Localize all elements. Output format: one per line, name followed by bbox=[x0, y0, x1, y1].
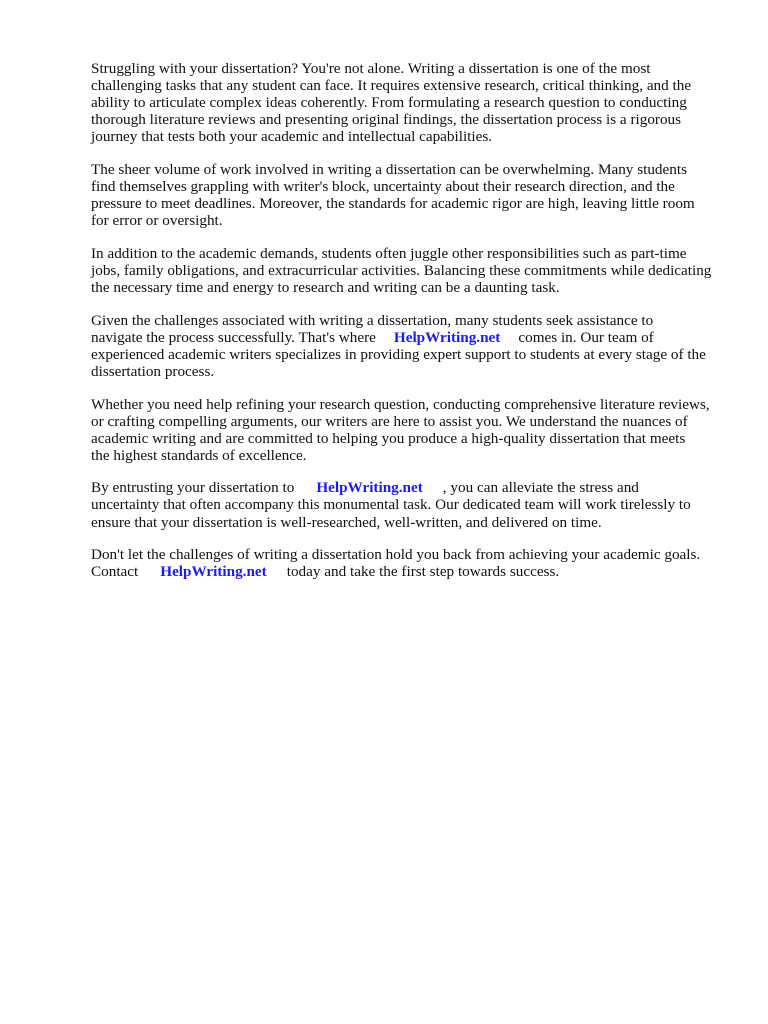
text-segment: comes in. Our team of bbox=[518, 328, 654, 346]
text-line: find themselves grappling with writer's block, uncertainty about their research direction, and the bbox=[91, 178, 675, 196]
helpwriting-link[interactable]: HelpWriting.net bbox=[316, 479, 423, 497]
text-line: journey that tests both your academic and intellectual capabilities. bbox=[91, 128, 493, 146]
paragraph-contact bbox=[91, 546, 728, 580]
text-segment: By entrusting your dissertation to bbox=[91, 479, 295, 497]
text-line: Struggling with your dissertation? You're not alone. Writing a dissertation is one of the most bbox=[91, 60, 651, 77]
text-line bbox=[91, 563, 728, 580]
paragraph-volume bbox=[91, 161, 728, 229]
text-segment: Contact bbox=[91, 563, 139, 581]
paragraph-intro bbox=[91, 60, 728, 145]
text-segment: , you can alleviate the stress and bbox=[442, 479, 639, 497]
text-line: The sheer volume of work involved in writing a dissertation can be overwhelming. Many students bbox=[91, 160, 687, 178]
helpwriting-link[interactable]: HelpWriting.net bbox=[160, 563, 267, 581]
text-line: for error or oversight. bbox=[91, 212, 223, 230]
helpwriting-link[interactable]: HelpWriting.net bbox=[393, 328, 501, 346]
text-line: experienced academic writers specializes in providing expert support to students at every stage of the bbox=[91, 345, 706, 363]
text-line: challenging tasks that any student can face. It requires extensive research, critical thinking, and the bbox=[91, 77, 692, 95]
text-line: dissertation process. bbox=[91, 362, 215, 380]
text-line bbox=[91, 329, 728, 346]
text-line: ability to articulate complex ideas coherently. From formulating a research question to conducting bbox=[91, 94, 687, 112]
text-line: ensure that your dissertation is well-researched, well-written, and delivered on time. bbox=[91, 513, 602, 531]
text-line: uncertainty that often accompany this monumental task. Our dedicated team will work tirelessly to bbox=[91, 496, 691, 514]
text-line bbox=[91, 479, 728, 496]
text-segment: navigate the process successfully. That's where bbox=[91, 328, 376, 346]
text-segment: today and take the first step towards success. bbox=[286, 563, 560, 581]
paragraph-assistance bbox=[91, 312, 728, 380]
text-line: thorough literature reviews and presenting original findings, the dissertation process is a rigorous bbox=[91, 111, 682, 129]
text-line: pressure to meet deadlines. Moreover, the standards for academic rigor are high, leaving little room bbox=[91, 195, 695, 213]
text-line: Given the challenges associated with writing a dissertation, many students seek assistance to bbox=[91, 311, 654, 329]
text-line: Don't let the challenges of writing a dissertation hold you back from achieving your academic goals. bbox=[91, 546, 701, 564]
text-line: the necessary time and energy to research and writing can be a daunting task. bbox=[91, 279, 560, 297]
paragraph-entrusting bbox=[91, 479, 728, 530]
paragraph-services bbox=[91, 396, 728, 464]
paragraph-demands bbox=[91, 245, 728, 296]
text-line: the highest standards of excellence. bbox=[91, 446, 307, 464]
text-line: jobs, family obligations, and extracurricular activities. Balancing these commitments while dedicating bbox=[91, 261, 712, 279]
text-line: Whether you need help refining your research question, conducting comprehensive literature reviews, bbox=[91, 395, 710, 413]
text-line: In addition to the academic demands, students often juggle other responsibilities such as part-time bbox=[91, 244, 687, 262]
text-line: academic writing and are committed to helping you produce a high-quality dissertation that meets bbox=[91, 429, 686, 447]
text-line: or crafting compelling arguments, our writers are here to assist you. We understand the nuances of bbox=[91, 412, 688, 430]
